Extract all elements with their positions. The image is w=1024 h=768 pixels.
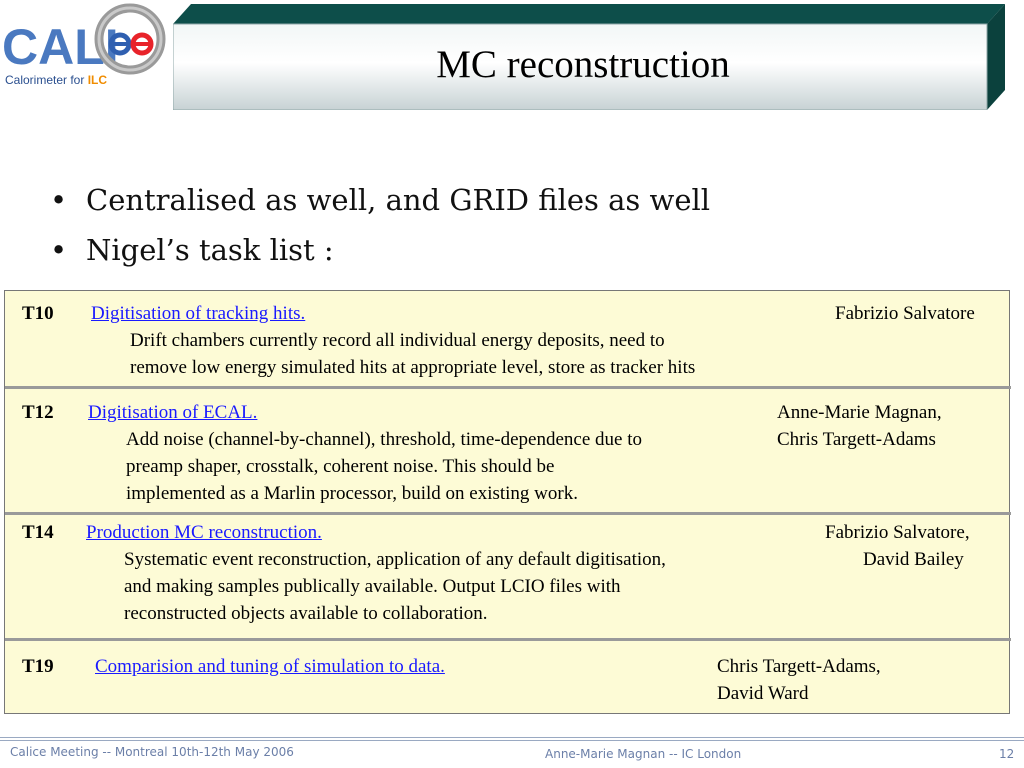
bullet-icon: • [50, 233, 68, 267]
footer-rule [0, 737, 1024, 738]
bullet-icon: • [50, 183, 68, 217]
bullet-item: • Centralised as well, and GRID files as well [50, 180, 710, 230]
row-divider [5, 512, 1011, 515]
footer-rule [0, 740, 1024, 741]
task-title-link[interactable]: Digitisation of tracking hits. [91, 303, 306, 324]
row-divider [5, 386, 1011, 389]
task-owner: David Bailey [863, 549, 964, 570]
bullet-item: • Nigel’s task list : [50, 230, 710, 280]
task-id: T19 [22, 656, 54, 677]
task-description: Add noise (channel-by-channel), threshold, time-dependence due to [126, 429, 642, 450]
task-id: T10 [22, 303, 54, 324]
calice-logo [2, 2, 172, 92]
row-divider [5, 638, 1011, 641]
bullet-list [50, 180, 710, 280]
task-owner: Chris Targett-Adams, [717, 656, 881, 677]
task-title-link[interactable]: Digitisation of ECAL. [88, 402, 258, 423]
task-description: remove low energy simulated hits at appropriate level, store as tracker hits [130, 357, 696, 378]
task-description: and making samples publically available. Output LCIO files with [124, 576, 621, 597]
task-id: T12 [22, 402, 54, 423]
task-owner: Anne-Marie Magnan, [777, 402, 942, 423]
logo-letters: CALI [2, 19, 119, 75]
footer-author: Anne-Marie Magnan -- IC London [545, 747, 742, 761]
task-table [4, 290, 1010, 714]
footer-meeting: Calice Meeting -- Montreal 10th-12th May 2006 [10, 745, 294, 759]
task-owner: David Ward [717, 683, 809, 704]
task-description: reconstructed objects available to collaboration. [124, 603, 488, 624]
task-title-link[interactable]: Production MC reconstruction. [86, 522, 322, 543]
task-owner: Fabrizio Salvatore, [825, 522, 970, 543]
page-number: 12 [999, 747, 1015, 761]
task-description: Systematic event reconstruction, application of any default digitisation, [124, 549, 666, 570]
task-description: Drift chambers currently record all individual energy deposits, need to [130, 330, 665, 351]
logo-subtitle: Calorimeter for ILC [5, 73, 108, 87]
task-id: T14 [22, 522, 54, 543]
task-description: preamp shaper, crosstalk, coherent noise. This should be [126, 456, 555, 477]
task-title-link[interactable]: Comparision and tuning of simulation to data. [95, 656, 445, 677]
slide-title: MC reconstruction [436, 43, 730, 86]
calice-logo-mark [2, 2, 172, 77]
task-description: implemented as a Marlin processor, build on existing work. [126, 483, 578, 504]
task-owner: Fabrizio Salvatore [835, 303, 975, 324]
task-owner: Chris Targett-Adams [777, 429, 936, 450]
